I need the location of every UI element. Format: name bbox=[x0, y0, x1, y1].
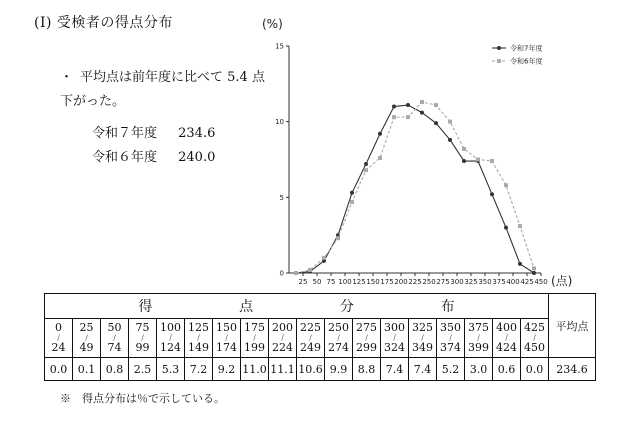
range-low: 300 bbox=[384, 321, 405, 334]
x-tick-label: 450 bbox=[534, 278, 548, 286]
header-char: 得 bbox=[138, 299, 153, 315]
header-char: 布 bbox=[440, 299, 455, 315]
value-cell: 9.2 bbox=[213, 358, 241, 381]
y-tick-label: 15 bbox=[275, 42, 284, 51]
series-0-point bbox=[364, 162, 368, 166]
table-header-chars bbox=[45, 296, 548, 316]
series-0-point bbox=[518, 262, 522, 266]
x-tick-label: 225 bbox=[408, 278, 422, 286]
x-tick-label: 375 bbox=[492, 278, 506, 286]
range-low: 100 bbox=[160, 321, 181, 334]
range-cell bbox=[73, 319, 101, 358]
avg-value-cell: 234.6 bbox=[549, 358, 596, 381]
range-cell bbox=[269, 319, 297, 358]
series-0-point bbox=[532, 271, 536, 275]
series-1-point bbox=[434, 103, 438, 107]
range-separator: / bbox=[393, 334, 396, 342]
bullet-line-1: 平均点は前年度に比べて 5.4 点 bbox=[80, 70, 265, 85]
series-0-point bbox=[378, 132, 382, 136]
series-line-1 bbox=[296, 102, 534, 273]
series-0-point bbox=[504, 226, 508, 230]
range-cell bbox=[325, 319, 353, 358]
range-cell bbox=[437, 319, 465, 358]
x-unit-label: (点) bbox=[551, 274, 573, 288]
range-high: 249 bbox=[300, 341, 321, 354]
value-cell: 10.6 bbox=[297, 358, 325, 381]
range-high: 324 bbox=[384, 341, 405, 354]
header-char: 分 bbox=[339, 299, 354, 315]
series-1-point bbox=[504, 183, 508, 187]
x-tick-label: 75 bbox=[326, 278, 336, 286]
range-separator: / bbox=[477, 334, 480, 342]
range-separator: / bbox=[533, 334, 536, 342]
score-distribution-chart bbox=[256, 14, 586, 292]
range-cell bbox=[353, 319, 381, 358]
range-high: 74 bbox=[107, 341, 122, 354]
range-high: 24 bbox=[51, 341, 66, 354]
range-low: 175 bbox=[244, 321, 265, 334]
range-separator: / bbox=[113, 334, 116, 342]
value-cell: 0.0 bbox=[45, 358, 73, 381]
range-high: 99 bbox=[135, 341, 150, 354]
x-tick-label: 250 bbox=[422, 278, 436, 286]
value-cell: 3.0 bbox=[465, 358, 493, 381]
value-cell: 7.2 bbox=[185, 358, 213, 381]
range-low: 200 bbox=[272, 321, 293, 334]
value-cell: 11.0 bbox=[241, 358, 269, 381]
series-0-point bbox=[490, 192, 494, 196]
range-separator: / bbox=[309, 334, 312, 342]
legend-marker bbox=[497, 59, 501, 63]
x-tick-label: 325 bbox=[464, 278, 478, 286]
range-low: 375 bbox=[468, 321, 489, 334]
value-cell: 7.4 bbox=[409, 358, 437, 381]
series-1-point bbox=[420, 100, 424, 104]
table-header-cell bbox=[45, 294, 549, 319]
value-cell: 0.0 bbox=[521, 358, 549, 381]
score-distribution-table bbox=[44, 293, 596, 381]
range-low: 325 bbox=[412, 321, 433, 334]
range-low: 400 bbox=[496, 321, 517, 334]
range-cell bbox=[409, 319, 437, 358]
series-0-point bbox=[448, 138, 452, 142]
value-row bbox=[45, 358, 596, 381]
score-label: 令和６年度 bbox=[92, 150, 158, 165]
range-cell bbox=[521, 319, 549, 358]
series-1-point bbox=[308, 268, 312, 272]
range-cell bbox=[465, 319, 493, 358]
range-low: 425 bbox=[524, 321, 545, 334]
series-1-point bbox=[350, 200, 354, 204]
range-high: 149 bbox=[188, 341, 209, 354]
range-high: 450 bbox=[524, 341, 545, 354]
range-high: 399 bbox=[468, 341, 489, 354]
range-cell bbox=[213, 319, 241, 358]
x-tick-label: 25 bbox=[298, 278, 308, 286]
series-0-point bbox=[350, 191, 354, 195]
range-separator: / bbox=[505, 334, 508, 342]
range-high: 274 bbox=[328, 341, 349, 354]
range-separator: / bbox=[281, 334, 284, 342]
footnote: ※ 得点分布は％で示している。 bbox=[60, 392, 225, 405]
range-low: 0 bbox=[55, 321, 62, 334]
header-char: 点 bbox=[239, 299, 254, 315]
series-1-point bbox=[406, 115, 410, 119]
series-1-point bbox=[490, 159, 494, 163]
range-low: 275 bbox=[356, 321, 377, 334]
value-cell: 0.6 bbox=[493, 358, 521, 381]
bullet-mark: ・ bbox=[60, 70, 74, 85]
range-low: 225 bbox=[300, 321, 321, 334]
range-separator: / bbox=[141, 334, 144, 342]
score-label: 令和７年度 bbox=[92, 126, 158, 141]
series-1-point bbox=[294, 271, 298, 275]
range-separator: / bbox=[57, 334, 60, 342]
score-row-r7 bbox=[92, 122, 215, 146]
range-separator: / bbox=[253, 334, 256, 342]
range-cell bbox=[129, 319, 157, 358]
summary-bullet bbox=[60, 66, 270, 114]
value-cell: 11.1 bbox=[269, 358, 297, 381]
series-1-point bbox=[392, 115, 396, 119]
range-low: 150 bbox=[216, 321, 237, 334]
year-scores bbox=[92, 122, 215, 170]
y-tick-label: 10 bbox=[275, 118, 284, 127]
table-header-row bbox=[45, 294, 596, 319]
range-low: 25 bbox=[79, 321, 94, 334]
x-tick-label: 175 bbox=[380, 278, 394, 286]
x-tick-label: 275 bbox=[436, 278, 450, 286]
x-tick-label: 125 bbox=[352, 278, 366, 286]
series-1-point bbox=[448, 120, 452, 124]
range-cell bbox=[493, 319, 521, 358]
range-cell bbox=[45, 319, 73, 358]
avg-header: 平均点 bbox=[549, 294, 596, 358]
range-row bbox=[45, 319, 596, 358]
range-cell bbox=[185, 319, 213, 358]
x-tick-label: 200 bbox=[394, 278, 408, 286]
range-low: 50 bbox=[107, 321, 122, 334]
legend-label: 令和7年度 bbox=[510, 44, 543, 53]
legend-label: 令和6年度 bbox=[510, 57, 543, 66]
x-tick-label: 150 bbox=[366, 278, 380, 286]
range-separator: / bbox=[421, 334, 424, 342]
value-cell: 5.2 bbox=[437, 358, 465, 381]
y-unit-label: (%) bbox=[262, 17, 283, 31]
series-1-point bbox=[378, 156, 382, 160]
series-1-point bbox=[462, 147, 466, 151]
range-separator: / bbox=[225, 334, 228, 342]
range-high: 299 bbox=[356, 341, 377, 354]
x-tick-label: 425 bbox=[520, 278, 534, 286]
range-cell bbox=[297, 319, 325, 358]
series-1-point bbox=[336, 236, 340, 240]
range-cell bbox=[101, 319, 129, 358]
range-high: 199 bbox=[244, 341, 265, 354]
x-tick-label: 100 bbox=[338, 278, 352, 286]
series-0-point bbox=[462, 159, 466, 163]
y-tick-label: 0 bbox=[279, 269, 284, 278]
range-high: 349 bbox=[412, 341, 433, 354]
range-high: 174 bbox=[216, 341, 237, 354]
legend-marker bbox=[497, 46, 501, 50]
series-0-point bbox=[406, 103, 410, 107]
score-row-r6 bbox=[92, 146, 215, 170]
series-1-point bbox=[518, 224, 522, 228]
x-tick-label: 300 bbox=[450, 278, 464, 286]
value-cell: 8.8 bbox=[353, 358, 381, 381]
series-1-point bbox=[364, 168, 368, 172]
range-cell bbox=[241, 319, 269, 358]
value-cell: 0.8 bbox=[101, 358, 129, 381]
bullet-text bbox=[60, 66, 270, 114]
series-0-point bbox=[434, 121, 438, 125]
range-separator: / bbox=[449, 334, 452, 342]
x-tick-label: 50 bbox=[312, 278, 322, 286]
value-cell: 7.4 bbox=[381, 358, 409, 381]
range-separator: / bbox=[197, 334, 200, 342]
value-cell: 0.1 bbox=[73, 358, 101, 381]
value-cell: 2.5 bbox=[129, 358, 157, 381]
range-cell bbox=[157, 319, 185, 358]
section-title: (Ⅰ) 受検者の得点分布 bbox=[34, 15, 173, 31]
range-cell bbox=[381, 319, 409, 358]
range-low: 350 bbox=[440, 321, 461, 334]
range-separator: / bbox=[337, 334, 340, 342]
range-high: 224 bbox=[272, 341, 293, 354]
series-1-point bbox=[476, 158, 480, 162]
value-cell: 5.3 bbox=[157, 358, 185, 381]
range-low: 250 bbox=[328, 321, 349, 334]
range-high: 49 bbox=[79, 341, 94, 354]
y-tick-label: 5 bbox=[279, 193, 284, 202]
value-cell: 9.9 bbox=[325, 358, 353, 381]
range-separator: / bbox=[365, 334, 368, 342]
score-value: 240.0 bbox=[178, 150, 216, 165]
range-separator: / bbox=[169, 334, 172, 342]
series-0-point bbox=[420, 111, 424, 115]
range-low: 75 bbox=[135, 321, 150, 334]
series-1-point bbox=[322, 256, 326, 260]
range-high: 424 bbox=[496, 341, 517, 354]
series-1-point bbox=[532, 266, 536, 270]
x-tick-label: 350 bbox=[478, 278, 492, 286]
x-tick-label: 400 bbox=[506, 278, 520, 286]
range-separator: / bbox=[85, 334, 88, 342]
range-high: 374 bbox=[440, 341, 461, 354]
series-0-point bbox=[392, 105, 396, 109]
range-low: 125 bbox=[188, 321, 209, 334]
range-high: 124 bbox=[160, 341, 181, 354]
bullet-line-2: 下がった。 bbox=[60, 94, 126, 109]
score-value: 234.6 bbox=[178, 126, 216, 141]
